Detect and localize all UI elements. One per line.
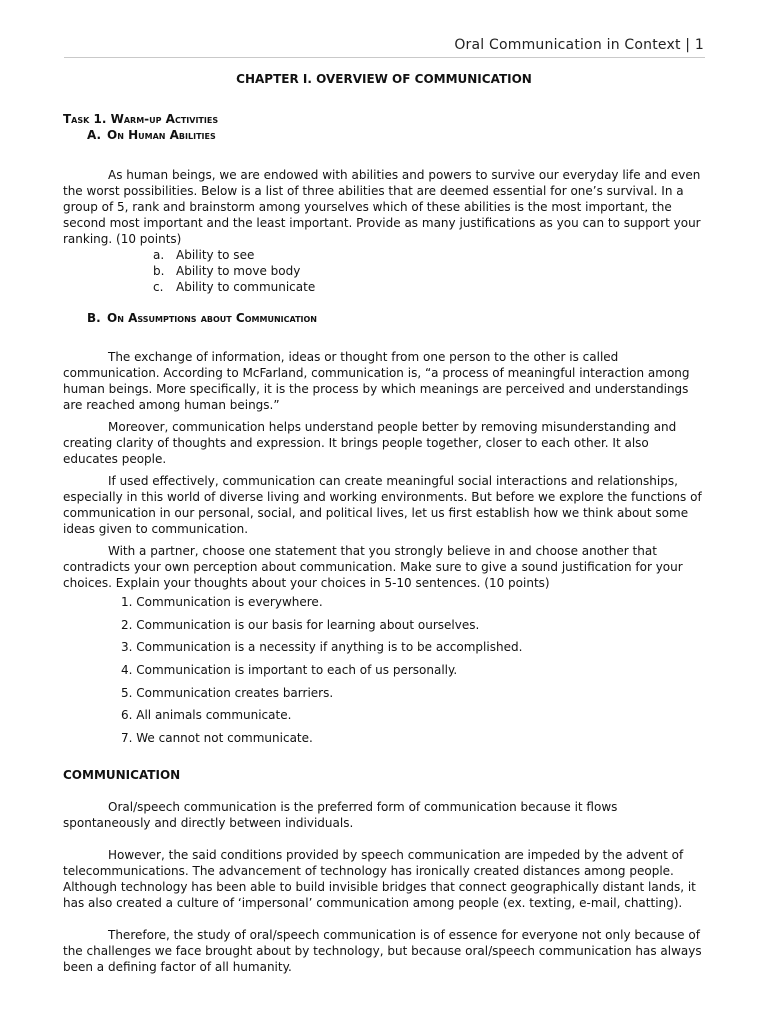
list-item (153, 279, 705, 295)
list-item (153, 263, 705, 279)
document-body (63, 71, 705, 975)
list-item-label: c. (153, 280, 164, 294)
statements-list (63, 594, 705, 746)
communication-paragraph-1: Oral/speech communication is the preferred form of communication because it flows spontaneously and directly between individuals. (63, 800, 618, 831)
task-title: Task 1. Warm-up Activities (63, 112, 219, 126)
statement-item: 5. Communication creates barriers. (121, 685, 334, 700)
communication-paragraph-2: However, the said conditions provided by speech communication are impeded by the advent of telecommunications. The advancement of technology has ironically created distances among people. Although technology has been able to build invisible bridges that connect geographically distant lands, it has also created a culture of ‘impersonal’ communication among people (ex. texting, e-mail, chatting). (63, 848, 696, 911)
list-item-text: Ability to communicate (176, 280, 316, 294)
section-b-title: On Assumptions about Communication (107, 311, 318, 325)
section-b-letter: B. (87, 311, 101, 325)
statement-item: 6. All animals communicate. (121, 708, 292, 723)
list-item-text: Ability to move body (176, 264, 301, 278)
page-header: Oral Communication in Context | 1 (454, 37, 704, 53)
chapter-title: CHAPTER I. OVERVIEW OF COMMUNICATION (236, 72, 532, 86)
section-a-letter: A. (87, 128, 102, 142)
statement-item: 7. We cannot not communicate. (121, 731, 313, 746)
section-b-paragraph-4: With a partner, choose one statement that you strongly believe in and choose another that contradicts your own perception about communication. Make sure to give a sound justification for your choices. Explain your thoughts about your choices in 5-10 sentences. (10 points) (63, 544, 683, 590)
section-b-paragraph-1: The exchange of information, ideas or thought from one person to the other is called communication. According to McFarland, communication is, “a process of meaningful interaction among human beings. More specifically, it is the process by which meanings are perceived and understandings are reached among human beings.” (63, 350, 690, 412)
statement-item: 1. Communication is everywhere. (121, 595, 323, 609)
header-divider (64, 57, 705, 58)
section-b-paragraph-3: If used effectively, communication can create meaningful social interactions and relationships, especially in this world of diverse living and working environments. But before we explore the functions of communication in our personal, social, and political lives, let us first establish how we think about some ideas given to communication. (63, 474, 702, 536)
statement-item: 3. Communication is a necessity if anything is to be accomplished. (121, 640, 523, 655)
communication-heading: COMMUNICATION (63, 768, 181, 783)
section-b-heading (87, 310, 705, 326)
section-a-heading (87, 127, 705, 143)
abilities-list (63, 247, 705, 295)
list-item-label: a. (153, 248, 165, 262)
section-a-title: On Human Abilities (107, 128, 216, 142)
section-b-paragraph-2: Moreover, communication helps understand people better by removing misunderstanding and creating clarity of thoughts and expression. It brings people together, closer to each other. It also educates people. (63, 420, 677, 466)
list-item-text: Ability to see (176, 248, 255, 262)
list-item (153, 247, 705, 263)
communication-paragraph-3: Therefore, the study of oral/speech communication is of essence for everyone not only because of the challenges we face brought about by technology, but because oral/speech communication has always been a defining factor of all humanity. (63, 928, 702, 975)
statement-item: 2. Communication is our basis for learning about ourselves. (121, 617, 480, 632)
section-a-paragraph: As human beings, we are endowed with abilities and powers to survive our everyday life and even the worst possibilities. Below is a list of three abilities that are deemed essential for one’s survival. In a group of 5, rank and brainstorm among yourselves which of these abilities is the most important, the second most important and the least important. Provide as many justifications as you can to support your ranking. (10 points) (63, 168, 701, 246)
statement-item: 4. Communication is important to each of us personally. (121, 663, 458, 678)
list-item-label: b. (153, 264, 165, 278)
